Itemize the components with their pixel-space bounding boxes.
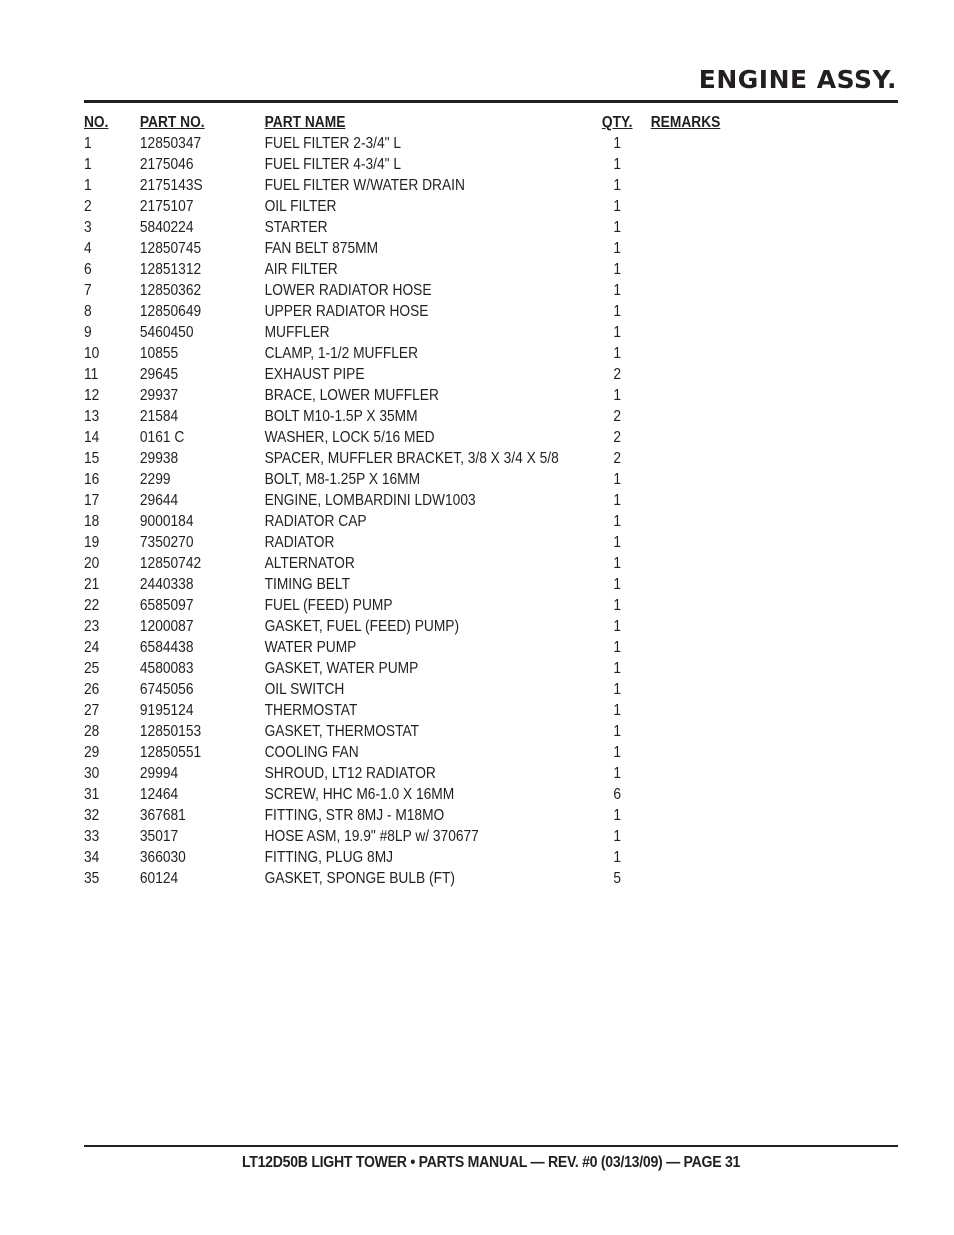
cell-qty: 2 bbox=[613, 429, 622, 446]
cell-remarks bbox=[634, 301, 741, 322]
cell-part-name: FITTING, PLUG 8MJ bbox=[264, 849, 394, 866]
cell-part-name: RADIATOR bbox=[264, 534, 335, 551]
cell-part-no: 5460450 bbox=[139, 324, 194, 341]
cell-remarks bbox=[634, 868, 741, 889]
cell-part-no: 29644 bbox=[139, 492, 179, 509]
table-row bbox=[84, 595, 741, 616]
table-row bbox=[84, 469, 741, 490]
cell-qty: 1 bbox=[613, 135, 622, 152]
cell-part-no: 2175107 bbox=[139, 198, 194, 215]
cell-part-name: STARTER bbox=[264, 219, 328, 236]
cell-part-name: LOWER RADIATOR HOSE bbox=[264, 282, 432, 299]
cell-part-no: 2175046 bbox=[139, 156, 194, 173]
cell-part-no: 12850362 bbox=[139, 282, 202, 299]
cell-qty: 1 bbox=[613, 723, 622, 740]
cell-part-name: EXHAUST PIPE bbox=[264, 366, 365, 383]
cell-remarks bbox=[634, 658, 741, 679]
page-footer bbox=[84, 1152, 898, 1174]
cell-remarks bbox=[634, 238, 741, 259]
header-remarks: REMARKS bbox=[650, 114, 721, 131]
table-row bbox=[84, 238, 741, 259]
cell-part-name: WASHER, LOCK 5/16 MED bbox=[264, 429, 435, 446]
cell-qty: 6 bbox=[613, 786, 622, 803]
cell-no: 2 bbox=[84, 198, 92, 215]
table-row bbox=[84, 427, 741, 448]
cell-qty: 1 bbox=[613, 555, 622, 572]
cell-no: 16 bbox=[84, 471, 100, 488]
header-part-name: PART NAME bbox=[264, 114, 346, 131]
cell-remarks bbox=[634, 259, 741, 280]
cell-part-name: CLAMP, 1-1/2 MUFFLER bbox=[264, 345, 419, 362]
cell-no: 33 bbox=[84, 828, 100, 845]
cell-remarks bbox=[634, 154, 741, 175]
cell-qty: 1 bbox=[613, 492, 622, 509]
table-row bbox=[84, 574, 741, 595]
cell-qty: 1 bbox=[613, 303, 622, 320]
cell-remarks bbox=[634, 847, 741, 868]
cell-qty: 1 bbox=[613, 702, 622, 719]
cell-remarks bbox=[634, 385, 741, 406]
cell-no: 25 bbox=[84, 660, 100, 677]
cell-qty: 2 bbox=[613, 408, 622, 425]
cell-part-no: 29645 bbox=[139, 366, 179, 383]
cell-qty: 2 bbox=[613, 366, 622, 383]
cell-qty: 1 bbox=[613, 660, 622, 677]
cell-part-name: SHROUD, LT12 RADIATOR bbox=[264, 765, 436, 782]
table-row bbox=[84, 742, 741, 763]
cell-qty: 1 bbox=[613, 534, 622, 551]
cell-part-name: GASKET, WATER PUMP bbox=[264, 660, 419, 677]
cell-qty: 1 bbox=[613, 387, 622, 404]
cell-part-name: OIL SWITCH bbox=[264, 681, 345, 698]
cell-part-name: BOLT M10-1.5P X 35MM bbox=[264, 408, 418, 425]
cell-no: 4 bbox=[84, 240, 92, 257]
cell-remarks bbox=[634, 826, 741, 847]
cell-remarks bbox=[634, 217, 741, 238]
cell-no: 30 bbox=[84, 765, 100, 782]
cell-part-no: 9000184 bbox=[139, 513, 194, 530]
cell-no: 27 bbox=[84, 702, 100, 719]
table-row bbox=[84, 637, 741, 658]
cell-part-no: 35017 bbox=[139, 828, 179, 845]
cell-remarks bbox=[634, 553, 741, 574]
cell-remarks bbox=[634, 448, 741, 469]
cell-part-no: 2440338 bbox=[139, 576, 194, 593]
cell-remarks bbox=[634, 595, 741, 616]
table-row bbox=[84, 616, 741, 637]
header-part-no: PART NO. bbox=[139, 114, 205, 131]
cell-qty: 5 bbox=[613, 870, 622, 887]
table-row bbox=[84, 196, 741, 217]
cell-remarks bbox=[634, 196, 741, 217]
cell-part-name: ALTERNATOR bbox=[264, 555, 355, 572]
table-row bbox=[84, 175, 741, 196]
table-row bbox=[84, 448, 741, 469]
table-row bbox=[84, 868, 741, 889]
cell-remarks bbox=[634, 679, 741, 700]
cell-no: 13 bbox=[84, 408, 100, 425]
cell-remarks bbox=[634, 742, 741, 763]
cell-part-no: 6745056 bbox=[139, 681, 194, 698]
table-row bbox=[84, 721, 741, 742]
cell-part-no: 12850551 bbox=[139, 744, 202, 761]
title-rule bbox=[84, 100, 898, 103]
cell-remarks bbox=[634, 637, 741, 658]
cell-part-name: OIL FILTER bbox=[264, 198, 337, 215]
cell-qty: 1 bbox=[613, 576, 622, 593]
cell-no: 9 bbox=[84, 324, 92, 341]
cell-part-no: 1200087 bbox=[139, 618, 194, 635]
cell-part-no: 2175143S bbox=[139, 177, 203, 194]
cell-no: 35 bbox=[84, 870, 100, 887]
cell-qty: 1 bbox=[613, 345, 622, 362]
cell-part-name: FUEL FILTER 2-3/4" L bbox=[264, 135, 402, 152]
table-row bbox=[84, 154, 741, 175]
cell-remarks bbox=[634, 532, 741, 553]
cell-no: 8 bbox=[84, 303, 92, 320]
cell-qty: 1 bbox=[613, 240, 622, 257]
parts-table-body bbox=[84, 133, 741, 889]
cell-qty: 1 bbox=[613, 744, 622, 761]
cell-no: 7 bbox=[84, 282, 92, 299]
header-no: NO. bbox=[84, 114, 109, 131]
cell-part-name: AIR FILTER bbox=[264, 261, 338, 278]
cell-remarks bbox=[634, 700, 741, 721]
cell-no: 18 bbox=[84, 513, 100, 530]
cell-no: 22 bbox=[84, 597, 100, 614]
cell-qty: 2 bbox=[613, 450, 622, 467]
table-row bbox=[84, 364, 741, 385]
cell-part-name: UPPER RADIATOR HOSE bbox=[264, 303, 429, 320]
footer-text: LT12D50B LIGHT TOWER • PARTS MANUAL — REV. #0 (03/13/09) — PAGE 31 bbox=[241, 1154, 741, 1171]
table-row bbox=[84, 490, 741, 511]
cell-qty: 1 bbox=[613, 618, 622, 635]
cell-part-name: RADIATOR CAP bbox=[264, 513, 367, 530]
table-row bbox=[84, 700, 741, 721]
cell-part-no: 21584 bbox=[139, 408, 179, 425]
cell-qty: 1 bbox=[613, 471, 622, 488]
cell-remarks bbox=[634, 616, 741, 637]
cell-part-name: WATER PUMP bbox=[264, 639, 357, 656]
cell-no: 26 bbox=[84, 681, 100, 698]
cell-no: 14 bbox=[84, 429, 100, 446]
table-row bbox=[84, 679, 741, 700]
cell-no: 3 bbox=[84, 219, 92, 236]
cell-part-name: FUEL FILTER 4-3/4" L bbox=[264, 156, 402, 173]
cell-part-no: 6584438 bbox=[139, 639, 194, 656]
header-row bbox=[84, 112, 741, 133]
table-row bbox=[84, 280, 741, 301]
cell-part-no: 12850745 bbox=[139, 240, 202, 257]
cell-remarks bbox=[634, 469, 741, 490]
table-row bbox=[84, 511, 741, 532]
cell-no: 32 bbox=[84, 807, 100, 824]
cell-part-name: SCREW, HHC M6-1.0 X 16MM bbox=[264, 786, 455, 803]
cell-no: 11 bbox=[84, 366, 99, 383]
cell-no: 17 bbox=[84, 492, 100, 509]
cell-part-name: THERMOSTAT bbox=[264, 702, 358, 719]
cell-no: 1 bbox=[84, 135, 92, 152]
cell-qty: 1 bbox=[613, 765, 622, 782]
cell-part-no: 29938 bbox=[139, 450, 179, 467]
cell-no: 10 bbox=[84, 345, 100, 362]
cell-remarks bbox=[634, 175, 741, 196]
cell-no: 28 bbox=[84, 723, 100, 740]
cell-no: 15 bbox=[84, 450, 100, 467]
cell-part-no: 6585097 bbox=[139, 597, 194, 614]
cell-part-no: 12850153 bbox=[139, 723, 202, 740]
cell-remarks bbox=[634, 280, 741, 301]
cell-remarks bbox=[634, 490, 741, 511]
cell-remarks bbox=[634, 406, 741, 427]
cell-remarks bbox=[634, 763, 741, 784]
cell-part-name: GASKET, THERMOSTAT bbox=[264, 723, 420, 740]
cell-remarks bbox=[634, 511, 741, 532]
cell-qty: 1 bbox=[613, 639, 622, 656]
cell-no: 31 bbox=[84, 786, 100, 803]
cell-qty: 1 bbox=[613, 177, 622, 194]
table-row bbox=[84, 784, 741, 805]
cell-part-no: 2299 bbox=[139, 471, 171, 488]
table-row bbox=[84, 385, 741, 406]
cell-part-no: 12851312 bbox=[139, 261, 202, 278]
cell-part-no: 60124 bbox=[139, 870, 179, 887]
cell-no: 24 bbox=[84, 639, 100, 656]
cell-remarks bbox=[634, 805, 741, 826]
cell-part-no: 12850742 bbox=[139, 555, 202, 572]
cell-remarks bbox=[634, 343, 741, 364]
cell-remarks bbox=[634, 784, 741, 805]
cell-part-no: 9195124 bbox=[139, 702, 194, 719]
table-row bbox=[84, 805, 741, 826]
table-row bbox=[84, 259, 741, 280]
cell-part-no: 12464 bbox=[139, 786, 179, 803]
cell-part-no: 7350270 bbox=[139, 534, 194, 551]
cell-qty: 1 bbox=[613, 156, 622, 173]
cell-part-name: BOLT, M8-1.25P X 16MM bbox=[264, 471, 421, 488]
parts-table bbox=[84, 112, 741, 889]
cell-part-no: 12850649 bbox=[139, 303, 202, 320]
cell-part-name: FUEL (FEED) PUMP bbox=[264, 597, 393, 614]
table-row bbox=[84, 301, 741, 322]
cell-remarks bbox=[634, 721, 741, 742]
cell-part-name: SPACER, MUFFLER BRACKET, 3/8 X 3/4 X 5/8 bbox=[264, 450, 559, 467]
table-row bbox=[84, 553, 741, 574]
cell-no: 21 bbox=[84, 576, 100, 593]
cell-part-no: 4580083 bbox=[139, 660, 194, 677]
cell-no: 20 bbox=[84, 555, 100, 572]
cell-no: 19 bbox=[84, 534, 100, 551]
cell-qty: 1 bbox=[613, 513, 622, 530]
cell-part-no: 0161 C bbox=[139, 429, 185, 446]
cell-remarks bbox=[634, 574, 741, 595]
cell-part-name: BRACE, LOWER MUFFLER bbox=[264, 387, 439, 404]
cell-qty: 1 bbox=[613, 828, 622, 845]
cell-no: 6 bbox=[84, 261, 92, 278]
cell-no: 1 bbox=[84, 156, 92, 173]
cell-qty: 1 bbox=[613, 219, 622, 236]
cell-no: 12 bbox=[84, 387, 100, 404]
table-row bbox=[84, 658, 741, 679]
cell-remarks bbox=[634, 322, 741, 343]
table-row bbox=[84, 343, 741, 364]
table-row bbox=[84, 217, 741, 238]
cell-part-no: 29937 bbox=[139, 387, 179, 404]
table-row bbox=[84, 826, 741, 847]
cell-qty: 1 bbox=[613, 282, 622, 299]
table-row bbox=[84, 322, 741, 343]
cell-part-name: HOSE ASM, 19.9" #8LP w/ 370677 bbox=[264, 828, 479, 845]
cell-part-name: GASKET, FUEL (FEED) PUMP) bbox=[264, 618, 460, 635]
cell-no: 29 bbox=[84, 744, 100, 761]
cell-part-name: FITTING, STR 8MJ - M18MO bbox=[264, 807, 445, 824]
cell-part-no: 366030 bbox=[139, 849, 186, 866]
table-row bbox=[84, 847, 741, 868]
cell-qty: 1 bbox=[613, 597, 622, 614]
table-row bbox=[84, 532, 741, 553]
cell-part-no: 5840224 bbox=[139, 219, 194, 236]
cell-part-no: 367681 bbox=[139, 807, 186, 824]
cell-part-name: MUFFLER bbox=[264, 324, 330, 341]
cell-part-no: 10855 bbox=[139, 345, 179, 362]
cell-no: 34 bbox=[84, 849, 100, 866]
cell-qty: 1 bbox=[613, 681, 622, 698]
parts-table-header bbox=[84, 112, 741, 133]
cell-part-name: FUEL FILTER W/WATER DRAIN bbox=[264, 177, 465, 194]
cell-part-name: TIMING BELT bbox=[264, 576, 350, 593]
cell-part-no: 12850347 bbox=[139, 135, 202, 152]
header-qty: QTY. bbox=[601, 114, 633, 131]
cell-part-name: ENGINE, LOMBARDINI LDW1003 bbox=[264, 492, 476, 509]
page-title: ENGINE ASSY. bbox=[698, 65, 897, 94]
cell-remarks bbox=[634, 427, 741, 448]
table-row bbox=[84, 133, 741, 154]
cell-qty: 1 bbox=[613, 849, 622, 866]
cell-remarks bbox=[634, 364, 741, 385]
cell-part-name: GASKET, SPONGE BULB (FT) bbox=[264, 870, 455, 887]
cell-qty: 1 bbox=[613, 261, 622, 278]
table-row bbox=[84, 406, 741, 427]
cell-remarks bbox=[634, 133, 741, 154]
cell-qty: 1 bbox=[613, 807, 622, 824]
cell-part-name: COOLING FAN bbox=[264, 744, 359, 761]
cell-part-name: FAN BELT 875MM bbox=[264, 240, 379, 257]
table-row bbox=[84, 763, 741, 784]
cell-no: 23 bbox=[84, 618, 100, 635]
cell-no: 1 bbox=[84, 177, 92, 194]
cell-part-no: 29994 bbox=[139, 765, 179, 782]
cell-qty: 1 bbox=[613, 198, 622, 215]
cell-qty: 1 bbox=[613, 324, 622, 341]
footer-rule bbox=[84, 1145, 898, 1147]
